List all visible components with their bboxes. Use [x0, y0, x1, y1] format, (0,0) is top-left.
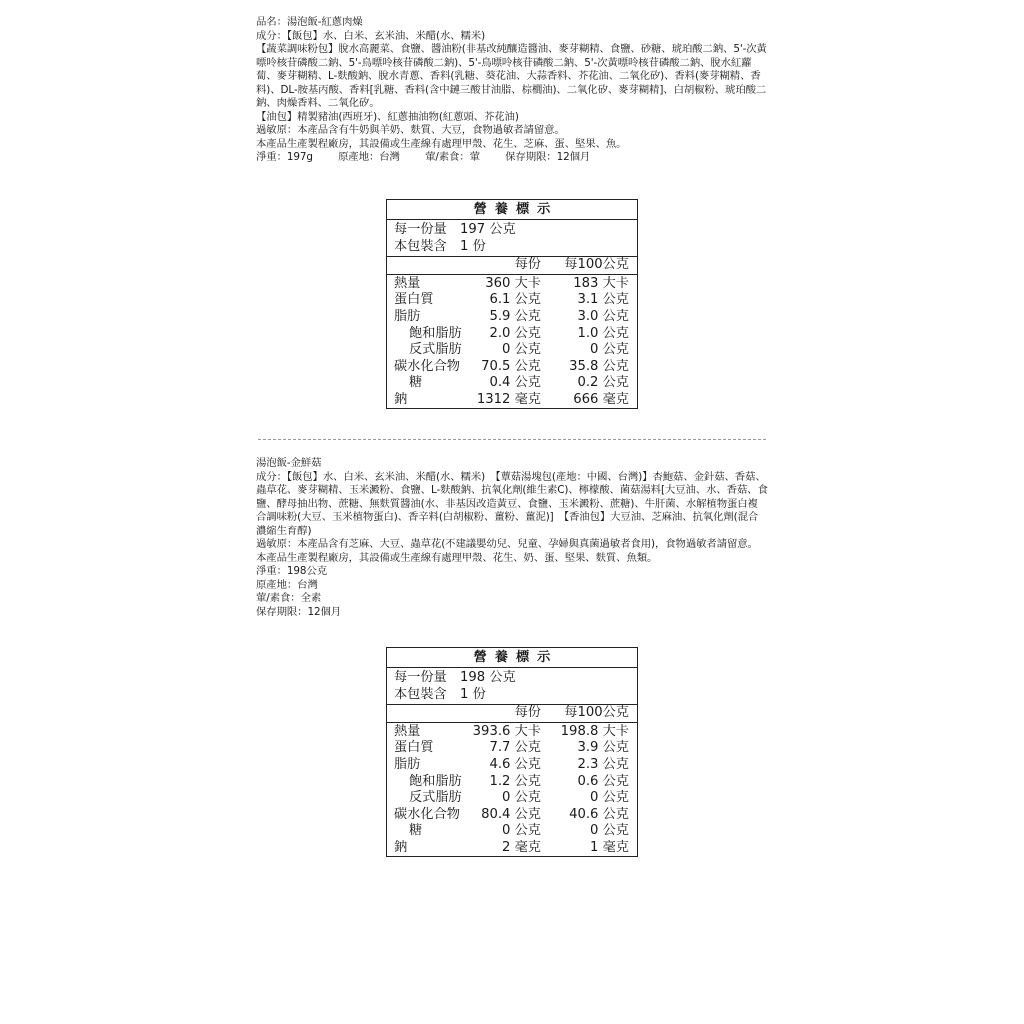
allergen-line: 過敏原：本產品含有芝麻、大豆、蟲草花(不建議嬰幼兒、兒童、孕婦與真菌過敏者食用)，食物過敏者請留意。 [256, 538, 758, 550]
nutrient-per-100g: 1.0 公克 [577, 325, 629, 341]
nutrient-name: 糖 [409, 823, 423, 839]
nutrient-per-serving: 0.4 公克 [489, 375, 541, 391]
ingredients-line: 成分：【飯包】水、白米、玄米油、米醋(水、糯米) [256, 29, 486, 42]
nutrient-name: 熱量 [394, 723, 421, 739]
nutrient-row [387, 375, 637, 392]
origin: 原產地：台灣 [338, 151, 400, 163]
nutrient-row [387, 790, 637, 807]
nutrient-per-serving: 6.1 公克 [489, 292, 541, 308]
nutrient-per-100g: 0 公克 [590, 790, 629, 806]
shelf-life: 保存期限：12個月 [505, 151, 591, 163]
nutrient-row [387, 807, 637, 824]
allergen-line: 過敏原：本產品含有牛奶與羊奶、麩質、大豆，食物過敏者請留意。 [256, 124, 565, 136]
nutrient-per-serving: 0 公克 [502, 790, 541, 806]
nutrition-title: 營養標示 [387, 648, 637, 668]
seasoning-pack-line: 【蔬菜調味粉包】脫水高麗菜、食鹽、醬油粉(非基改純釀造醬油、麥芽糊精、食鹽、砂糖、琥珀酸二鈉、5'-次黃嘌呤核苷磷酸二鈉、5'-鳥嘌呤核苷磷酸二鈉)、5'-鳥嘌呤核苷磷酸二鈉、5'-次黃嘌呤核苷磷酸二鈉、脫水紅蘿蔔、麥芽糊精、L-麩酸鈉、脫水青蔥、香料(乳糖、葵花油、大蒜香料、芥花油、二氧化矽)、香料(麥芽糊精、香料)、DL-胺基丙酸、香料[乳糖、香料(含中鏈三酸甘油脂、棕櫚油)、二氧化矽、麥芽糊精]、白胡椒粉、琥珀酸二鈉、肉燥香料、二氧化矽。 [256, 43, 767, 109]
facility-line: 本產品生產製程廠房，其設備或生產線有處理甲殼、花生、芝麻、蛋、堅果、魚。 [256, 137, 627, 150]
servings-per-package-label: 本包裝含 [394, 686, 447, 702]
nutrient-row [387, 774, 637, 791]
shelf-life: 保存期限：12個月 [256, 605, 342, 618]
nutrient-name: 碳水化合物 [394, 806, 460, 822]
nutrient-name: 碳水化合物 [394, 358, 460, 374]
nutrient-row [387, 326, 637, 343]
nutrient-per-serving: 360 大卡 [485, 275, 541, 291]
nutrient-row [387, 740, 637, 757]
nutrient-per-serving: 1312 毫克 [476, 391, 541, 407]
nutrient-per-100g: 3.1 公克 [577, 292, 629, 308]
serving-size-value: 197 公克 [460, 222, 516, 237]
nutrient-name: 飽和脂肪 [409, 325, 462, 341]
nutrient-row [387, 292, 637, 309]
per-serving-header: 每份 [514, 257, 541, 273]
nutrient-row [387, 276, 637, 293]
diet-type: 葷/素食：全素 [256, 592, 322, 604]
nutrient-name: 熱量 [394, 275, 421, 291]
net-weight: 淨重：198公克 [256, 565, 327, 577]
nutrient-name: 糖 [409, 375, 423, 391]
nutrition-rows [387, 723, 637, 857]
nutrient-per-serving: 7.7 公克 [489, 740, 541, 756]
product-meta-row [256, 151, 768, 165]
ingredients-line: 成分：【飯包】水、白米、玄米油、米醋(水、糯米) 【蕈菇湯塊包(產地：中國、台灣)】杏鮑菇、金針菇、香菇、蟲草花、麥芽糊精、玉米澱粉、食鹽、L-麩酸鈉、抗氧化劑(維生素C)、檸檬酸、菌菇湯料[大豆油、水、香菇、食鹽、酵母抽出物、蔗糖、無麩質醬油(水、非基因改造黃豆、食鹽、玉米澱粉、蔗糖)、牛肝菌、水解植物蛋白複合調味粉(大豆、玉米植物蛋白)、香辛料(白胡椒粉、薑粉、薑泥)] 【香油包】大豆油、芝麻油、抗氧化劑(混合濃縮生育醇) [256, 470, 768, 537]
nutrient-row [387, 757, 637, 774]
nutrition-rows [387, 275, 637, 409]
nutrient-name: 蛋白質 [394, 740, 434, 756]
nutrient-per-serving: 4.6 公克 [489, 756, 541, 772]
nutrition-table-2 [386, 647, 638, 857]
nutrient-row [387, 823, 637, 840]
nutrient-per-100g: 35.8 公克 [569, 358, 629, 374]
nutrient-per-100g: 40.6 公克 [569, 806, 629, 822]
servings-per-package-label: 本包裝含 [394, 238, 447, 254]
serving-info [387, 220, 637, 257]
nutrient-per-serving: 0 公克 [502, 342, 541, 358]
nutrient-row [387, 840, 637, 857]
per-serving-header: 每份 [514, 705, 541, 721]
nutrient-per-100g: 0.6 公克 [577, 773, 629, 789]
nutrient-per-100g: 0 公克 [590, 342, 629, 358]
nutrient-row [387, 309, 637, 326]
facility-line: 本產品生產製程廠房，其設備或生產線有處理甲殼、花生、奶、蛋、堅果、麩質、魚類。 [256, 551, 658, 564]
nutrient-per-serving: 5.9 公克 [489, 308, 541, 324]
oil-pack-line: 【油包】精製豬油(西班牙)、紅蔥抽油物(紅蔥頭、芥花油) [256, 110, 519, 123]
origin: 原產地：台灣 [256, 578, 318, 591]
section-divider [258, 439, 766, 440]
servings-per-package-value: 1 份 [460, 238, 486, 254]
serving-size-label: 每一份量 [394, 222, 447, 237]
nutrient-name: 脂肪 [394, 308, 421, 324]
nutrient-name: 反式脂肪 [409, 790, 462, 806]
nutrient-per-serving: 70.5 公克 [481, 358, 541, 374]
nutrient-name: 飽和脂肪 [409, 773, 462, 789]
net-weight: 淨重：197g [256, 151, 313, 163]
diet-type: 葷/素食：葷 [425, 151, 480, 163]
nutrient-name: 蛋白質 [394, 292, 434, 308]
serving-size-label: 每一份量 [394, 670, 447, 685]
nutrient-per-100g: 666 毫克 [573, 391, 629, 407]
nutrition-title: 營養標示 [387, 200, 637, 220]
nutrient-per-100g: 198.8 大卡 [560, 723, 629, 739]
servings-per-package-value: 1 份 [460, 686, 486, 702]
nutrient-per-serving: 1.2 公克 [489, 773, 541, 789]
product-name-line: 湯泡飯-金鮮菇 [256, 457, 322, 469]
nutrient-per-serving: 393.6 大卡 [472, 723, 541, 739]
per-100g-header: 每100公克 [564, 257, 629, 273]
nutrient-per-serving: 0 公克 [502, 823, 541, 839]
nutrient-name: 反式脂肪 [409, 342, 462, 358]
serving-info [387, 668, 637, 705]
nutrition-header-row [387, 257, 637, 275]
nutrient-per-100g: 3.0 公克 [577, 308, 629, 324]
nutrient-per-100g: 3.9 公克 [577, 740, 629, 756]
nutrition-table-1 [386, 199, 638, 409]
nutrient-per-serving: 2 毫克 [502, 839, 541, 855]
product1-label-text [256, 16, 768, 165]
nutrient-row [387, 359, 637, 376]
nutrient-per-serving: 2.0 公克 [489, 325, 541, 341]
nutrient-name: 鈉 [394, 839, 408, 855]
nutrient-per-100g: 183 大卡 [573, 275, 629, 291]
nutrient-per-serving: 80.4 公克 [481, 806, 541, 822]
serving-size-value: 198 公克 [460, 670, 516, 685]
nutrient-per-100g: 2.3 公克 [577, 756, 629, 772]
nutrient-row [387, 392, 637, 409]
product2-label-text [256, 457, 768, 619]
per-100g-header: 每100公克 [564, 705, 629, 721]
nutrition-header-row [387, 705, 637, 723]
nutrient-name: 脂肪 [394, 756, 421, 772]
product-name-line: 品名：湯泡飯-紅蔥肉燥 [256, 16, 363, 28]
nutrient-per-100g: 0.2 公克 [577, 375, 629, 391]
nutrient-row [387, 724, 637, 741]
nutrient-per-100g: 0 公克 [590, 823, 629, 839]
nutrient-name: 鈉 [394, 391, 408, 407]
nutrient-per-100g: 1 毫克 [590, 839, 629, 855]
nutrient-row [387, 342, 637, 359]
